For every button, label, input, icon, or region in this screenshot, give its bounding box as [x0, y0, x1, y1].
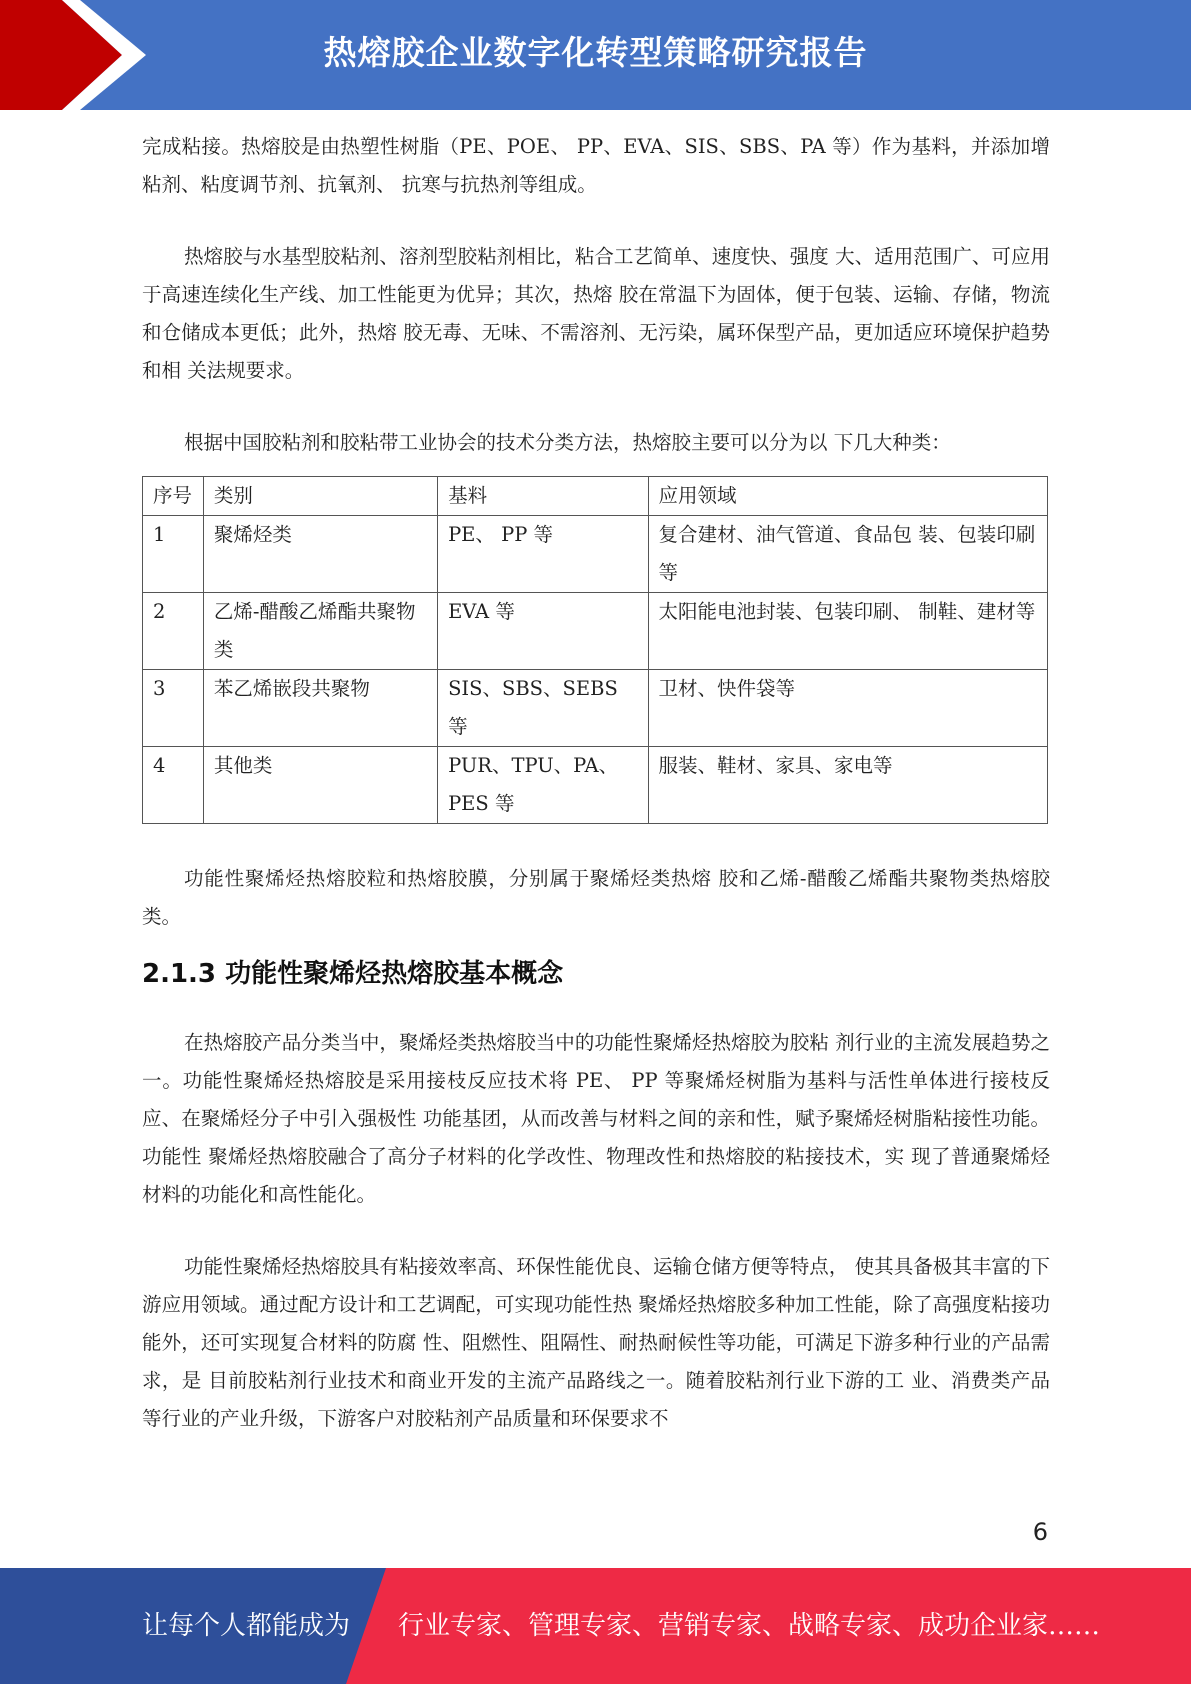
paragraph: 功能性聚烯烃热熔胶粒和热熔胶膜，分别属于聚烯烃类热熔 胶和乙烯-醋酸乙烯酯共聚物类热熔胶类。 [142, 867, 1050, 928]
table-cell: 卫材、快件袋等 [648, 670, 1048, 747]
table-header-cell: 序号 [143, 477, 204, 516]
report-title: 热熔胶企业数字化转型策略研究报告 [323, 33, 868, 72]
page-header [0, 0, 1191, 110]
paragraph: 功能性聚烯烃热熔胶具有粘接效率高、环保性能优良、运输仓储方便等特点， 使其具备极其丰富的下游应用领域。通过配方设计和工艺调配，可实现功能性热 聚烯烃热熔胶多种加工性能，除了高强度粘接功能外，还可实现复合材料的防腐 性、阻燃性、阻隔性、耐热耐候性等功能，可满足下游多种行业的产品需求，是 目前胶粘剂行业技术和商业开发的主流产品路线之一。随着胶粘剂行业下游的工 业、消费类产品等行业的产业升级，下游客户对胶粘剂产品质量和环保要求不 [142, 1255, 1050, 1430]
hot-melt-classification-table [142, 476, 1048, 824]
table-row [143, 747, 1048, 824]
table-header-cell: 类别 [203, 477, 437, 516]
table-row [143, 670, 1048, 747]
table-cell: 其他类 [203, 747, 437, 824]
paragraph: 根据中国胶粘剂和胶粘带工业协会的技术分类方法，热熔胶主要可以分为以 下几大种类： [184, 431, 951, 454]
table-cell: 2 [143, 593, 204, 670]
footer-slogan-right: 行业专家、管理专家、营销专家、战略专家、成功企业家…… [398, 1611, 1101, 1641]
table-cell: 服装、鞋材、家具、家电等 [648, 747, 1048, 824]
table-cell: 3 [143, 670, 204, 747]
table-cell: PUR、TPU、PA、PES 等 [438, 747, 648, 824]
paragraph: 在热熔胶产品分类当中，聚烯烃类热熔胶当中的功能性聚烯烃热熔胶为胶粘 剂行业的主流发展趋势之一。功能性聚烯烃热熔胶是采用接枝反应技术将 PE、 PP 等聚烯烃树脂为基料与活性单体进行接枝反应、在聚烯烃分子中引入强极性 功能基团，从而改善与材料之间的亲和性，赋予聚烯烃树脂粘接性功能。功能性 聚烯烃热熔胶融合了高分子材料的化学改性、物理改性和热熔胶的粘接技术，实 现了普通聚烯烃材料的功能化和高性能化。 [142, 1031, 1050, 1206]
paragraph: 热熔胶与水基型胶粘剂、溶剂型胶粘剂相比，粘合工艺简单、速度快、强度 大、适用范围广、可应用于高速连续化生产线、加工性能更为优异；其次，热熔 胶在常温下为固体，便于包装、运输、存储，物流和仓储成本更低；此外，热熔 胶无毒、无味、不需溶剂、无污染，属环保型产品，更加适应环境保护趋势和相 关法规要求。 [142, 245, 1050, 382]
table-cell: 1 [143, 516, 204, 593]
table-cell: 聚烯烃类 [203, 516, 437, 593]
table-cell: 乙烯-醋酸乙烯酯共聚物类 [203, 593, 437, 670]
table-header-row [143, 477, 1048, 516]
table-cell: EVA 等 [438, 593, 648, 670]
table-cell: PE、 PP 等 [438, 516, 648, 593]
table-cell: SIS、SBS、SEBS 等 [438, 670, 648, 747]
table-row [143, 516, 1048, 593]
table-header-cell: 应用领域 [648, 477, 1048, 516]
table-row [143, 593, 1048, 670]
table-header-cell: 基料 [438, 477, 648, 516]
section-heading: 2.1.3 功能性聚烯烃热熔胶基本概念 [142, 959, 564, 989]
table-cell: 复合建材、油气管道、食品包 装、包装印刷等 [648, 516, 1048, 593]
table-cell: 4 [143, 747, 204, 824]
paragraph: 完成粘接。热熔胶是由热塑性树脂（PE、POE、 PP、EVA、SIS、SBS、PA 等）作为基料，并添加增粘剂、粘度调节剂、抗氧剂、 抗寒与抗热剂等组成。 [142, 135, 1050, 196]
page-content [142, 128, 1050, 1438]
page-footer [0, 1568, 1191, 1684]
page-number: 6 [1032, 1518, 1048, 1546]
table-cell: 苯乙烯嵌段共聚物 [203, 670, 437, 747]
table-cell: 太阳能电池封装、包装印刷、 制鞋、建材等 [648, 593, 1048, 670]
footer-slogan-left: 让每个人都能成为 [142, 1611, 351, 1641]
